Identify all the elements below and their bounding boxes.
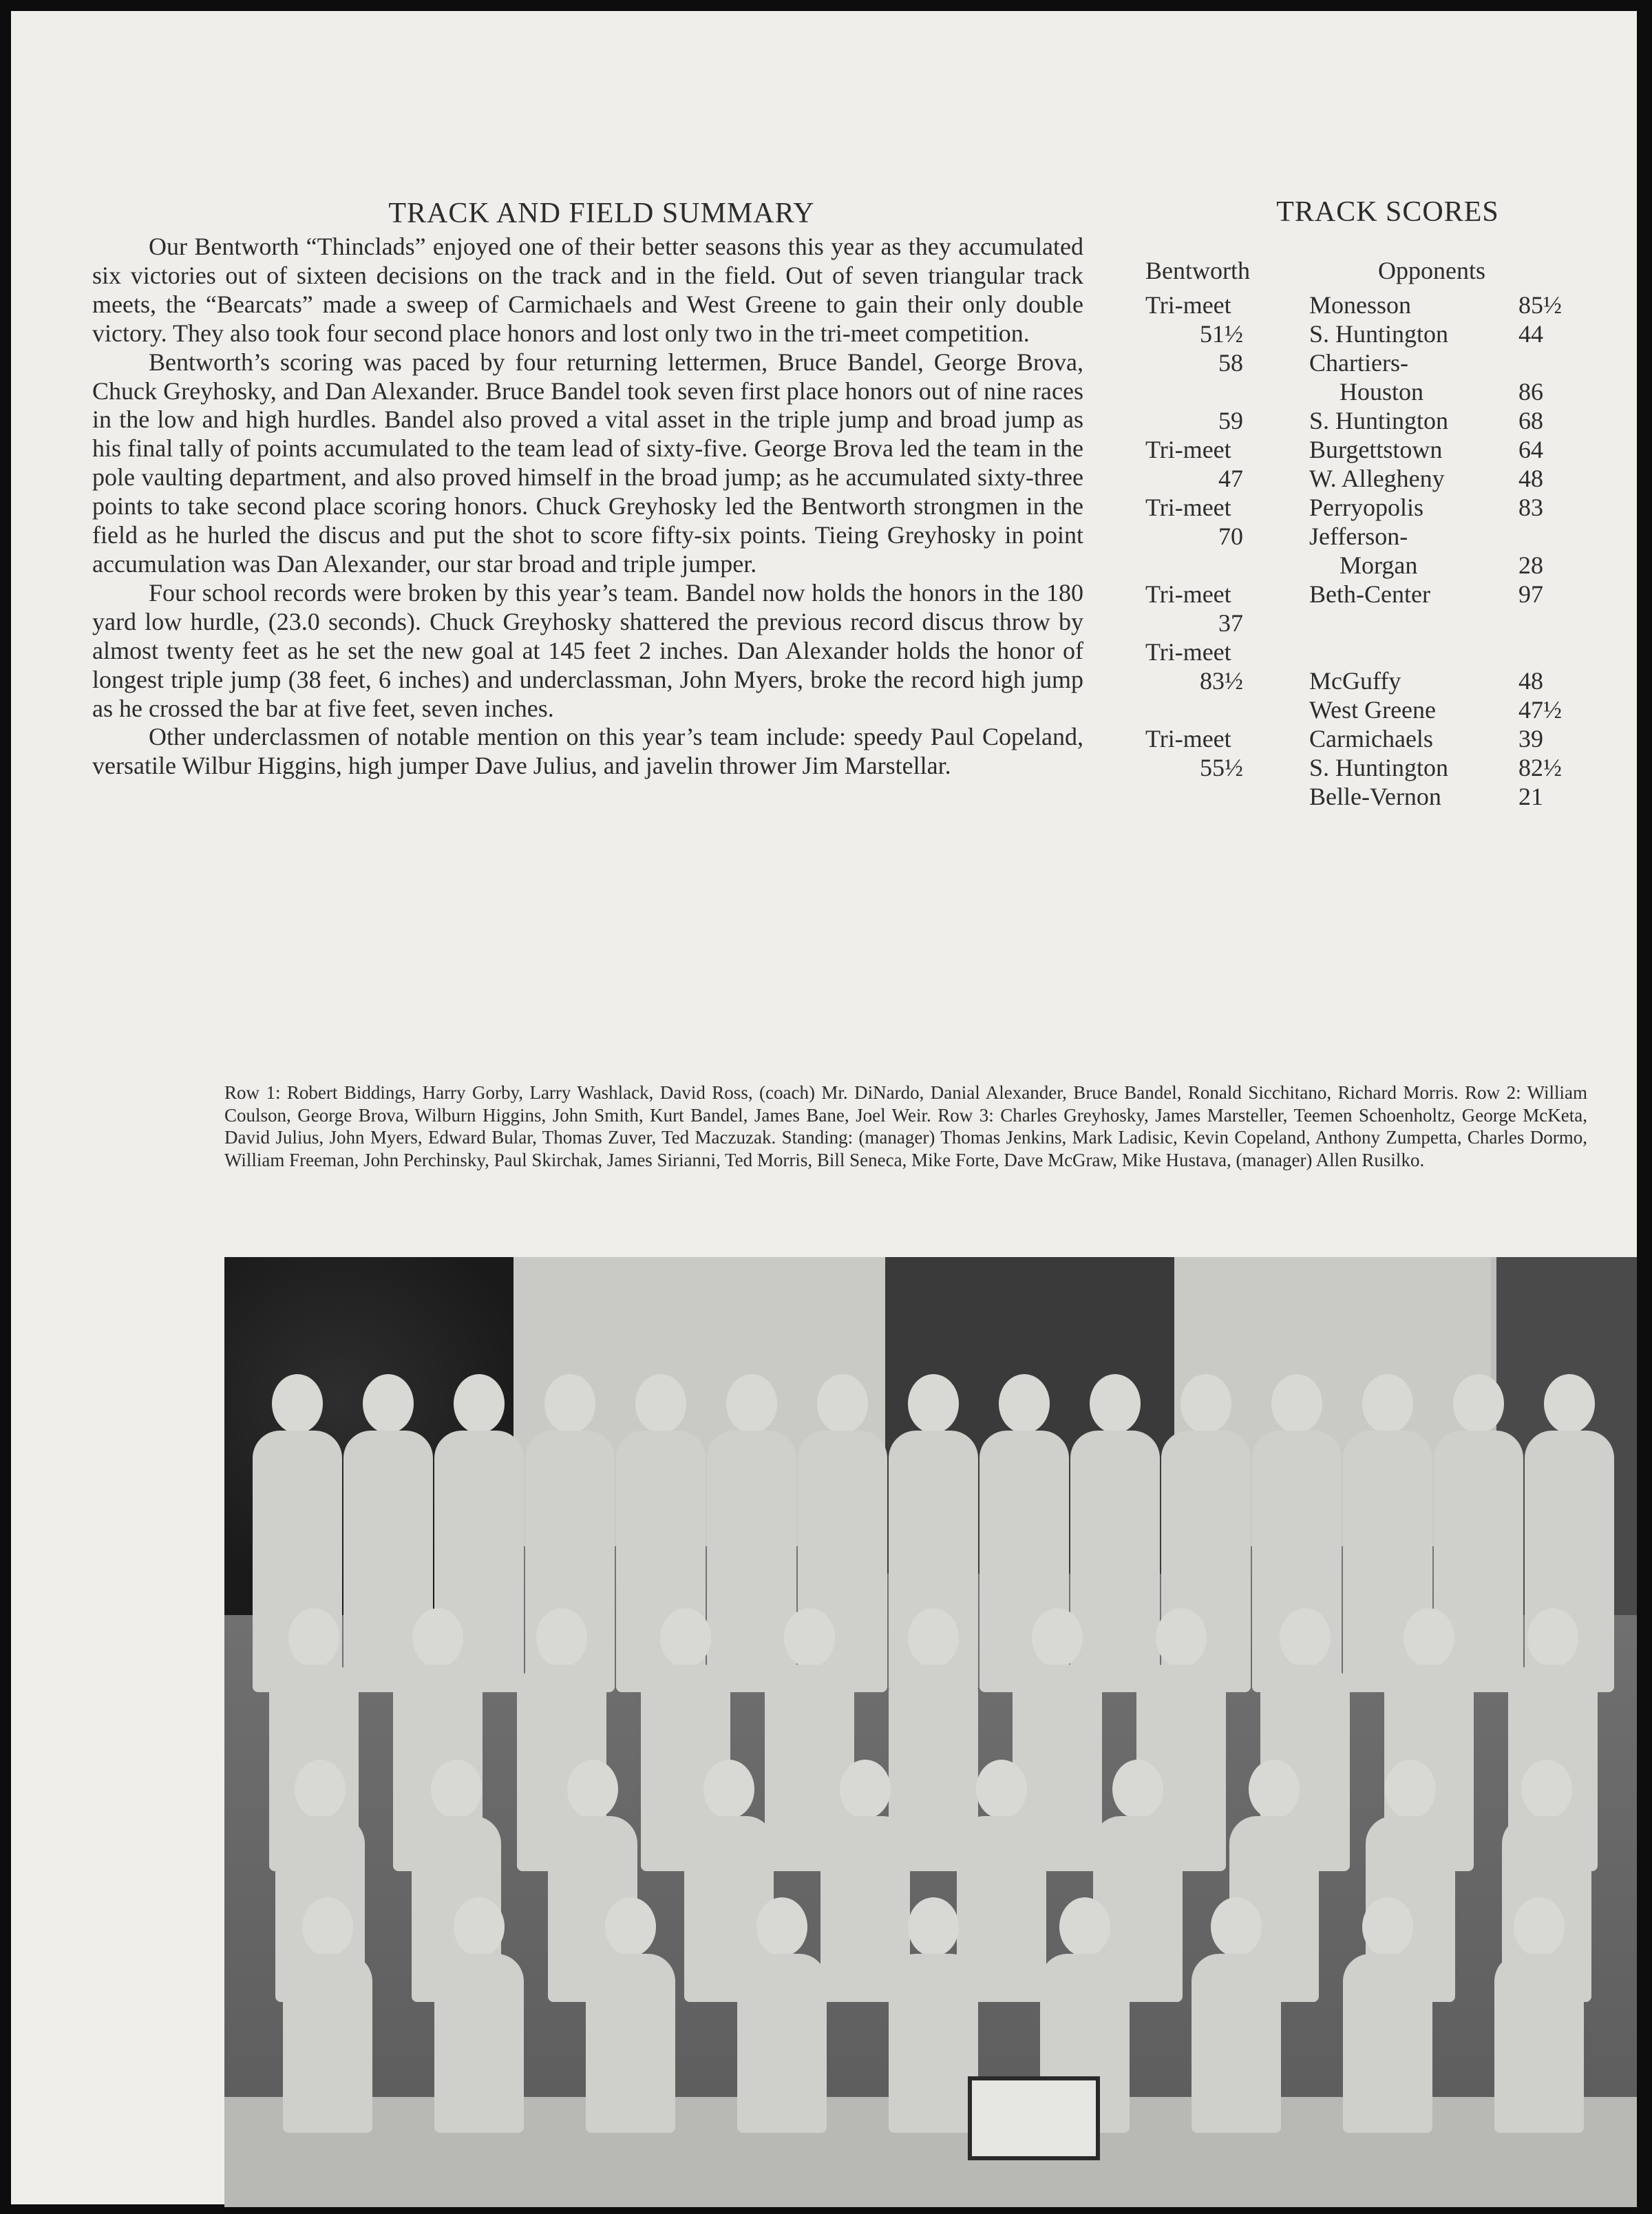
bentworth-score: Tri-meet bbox=[1145, 494, 1231, 521]
score-row bbox=[1133, 406, 1615, 435]
team-member bbox=[1494, 1897, 1584, 2133]
team-group bbox=[252, 1374, 1615, 2097]
opponent-name: Burgettstown bbox=[1309, 436, 1443, 463]
score-row bbox=[1133, 291, 1615, 319]
opponent-name: W. Allegheny bbox=[1309, 465, 1445, 492]
score-row bbox=[1133, 753, 1615, 782]
team-member bbox=[889, 1897, 978, 2133]
opponent-name: Morgan bbox=[1339, 551, 1418, 579]
opponent-score: 68 bbox=[1518, 407, 1543, 434]
team-photo bbox=[224, 1257, 1637, 2207]
bentworth-column-header: Bentworth bbox=[1145, 257, 1250, 284]
team-row bbox=[252, 1897, 1615, 2133]
summary-paragraph: Bentworth’s scoring was paced by four returning lettermen, Bruce Bandel, George Brova, Chuck Greyhosky, and Dan Alexander. Bruce Bandel took seven first place honors out of nine races in the low and high hurdles. Bandel also proved a vital asset in the triple jump and broad jump as his final tally of points accumulated to the team lead of sixty-five. George Brova led the team in the pole vaulting department, and also proved himself in the broad jump; as he accumulated sixty-three points to take second place scoring honors. Chuck Greyhosky led the Bentworth strongmen in the field as he hurled the discus and put the shot to score fifty-six points. Tieing Greyhosky in point accumulation was Dan Alexander, our star broad and triple jumper. bbox=[92, 348, 1083, 578]
bentworth-score: Tri-meet bbox=[1145, 580, 1231, 608]
score-row bbox=[1133, 695, 1615, 724]
summary-paragraph: Other underclassmen of notable mention on this year’s team include: speedy Paul Copeland, versatile Wilbur Higgins, high jumper Dave Julius, and javelin thrower Jim Marstellar. bbox=[92, 723, 1083, 780]
opponent-score: 21 bbox=[1518, 783, 1543, 810]
team-member bbox=[434, 1897, 524, 2133]
score-row bbox=[1133, 580, 1615, 609]
opponent-name: Beth-Center bbox=[1309, 580, 1430, 608]
score-row bbox=[1133, 724, 1615, 753]
summary-title: TRACK AND FIELD SUMMARY bbox=[388, 198, 815, 229]
opponent-name: West Greene bbox=[1309, 696, 1437, 724]
opponent-name: Monesson bbox=[1309, 291, 1412, 319]
score-row bbox=[1133, 377, 1615, 406]
bentworth-score: 51½ bbox=[1200, 320, 1243, 348]
summary-paragraph: Four school records were broken by this year’s team. Bandel now holds the honors in the 180 yard low hurdle, (23.0 seconds). Chuck Greyhosky shattered the previous record discus throw by almost twenty feet as he set the new goal at 145 feet 2 inches. Dan Alexander holds the honor of longest triple jump (38 feet, 6 inches) and underclassman, John Myers, broke the record high jump as he crossed the bar at five feet, seven inches. bbox=[92, 578, 1083, 722]
score-row bbox=[1133, 319, 1615, 348]
opponent-name: Houston bbox=[1339, 378, 1424, 405]
bentworth-score: 83½ bbox=[1200, 667, 1243, 695]
bentworth-score: Tri-meet bbox=[1145, 725, 1231, 752]
score-row bbox=[1133, 666, 1615, 695]
opponent-score: 44 bbox=[1518, 320, 1543, 348]
opponent-name: Carmichaels bbox=[1309, 725, 1433, 752]
opponent-score: 39 bbox=[1518, 725, 1543, 752]
bentworth-score: 58 bbox=[1218, 349, 1243, 377]
track-scores bbox=[1133, 196, 1615, 811]
team-member bbox=[586, 1897, 675, 2133]
summary-paragraph: Our Bentworth “Thinclads” enjoyed one of their better seasons this year as they accumulated six victories out of sixteen decisions on the track and in the field. Out of seven triangular track meets, the “Bearcats” made a sweep of Carmichaels and West Greene to gain their only double victory. They also took four second place honors and lost only two in the tri-meet competition. bbox=[92, 233, 1083, 347]
team-member bbox=[283, 1897, 372, 2133]
bentworth-score: 37 bbox=[1218, 609, 1243, 637]
photo-caption: Row 1: Robert Biddings, Harry Gorby, Larry Washlack, David Ross, (coach) Mr. DiNardo, Danial Alexander, Bruce Bandel, Ronald Sicchitano, Richard Morris. Row 2: William Coulson, George Brova, Wilburn Higgins, John Smith, Kurt Bandel, James Bane, Joel Weir. Row 3: Charles Greyhosky, James Marsteller, Teemen Schoenholtz, George McKeta, David Julius, John Myers, Edward Bular, Thomas Zuver, Ted Maczuzak. Standing: (manager) Thomas Jenkins, Mark Ladisic, Kevin Copeland, Anthony Zumpetta, Charles Dormo, William Freeman, John Perchinsky, Paul Skirchak, James Sirianni, Ted Morris, Bill Seneca, Mike Forte, Dave McGraw, Mike Hustava, (manager) Allen Rusilko. bbox=[224, 1082, 1587, 1170]
track-summary bbox=[92, 197, 1083, 781]
bentworth-score: 47 bbox=[1218, 465, 1243, 492]
opponent-name: Jefferson- bbox=[1309, 523, 1408, 550]
opponent-score: 47½ bbox=[1518, 696, 1562, 724]
opponent-score: 97 bbox=[1518, 580, 1543, 608]
bentworth-score: Tri-meet bbox=[1145, 638, 1231, 666]
opponent-score: 82½ bbox=[1518, 754, 1562, 781]
bentworth-score: Tri-meet bbox=[1145, 436, 1231, 463]
team-member bbox=[737, 1897, 827, 2133]
opponent-score: 48 bbox=[1518, 465, 1543, 492]
yearbook-page bbox=[11, 11, 1637, 2204]
bentworth-score: 70 bbox=[1218, 523, 1243, 550]
score-row bbox=[1133, 551, 1615, 580]
opponent-score: 83 bbox=[1518, 494, 1543, 521]
score-row bbox=[1133, 464, 1615, 493]
opponent-score: 85½ bbox=[1518, 291, 1562, 319]
bentworth-score: 55½ bbox=[1200, 754, 1243, 781]
scores-header bbox=[1133, 229, 1615, 291]
opponent-name: McGuffy bbox=[1309, 667, 1401, 695]
score-row bbox=[1133, 782, 1615, 811]
score-row bbox=[1133, 348, 1615, 377]
opponent-name: S. Huntington bbox=[1309, 754, 1449, 781]
score-row bbox=[1133, 522, 1615, 551]
score-row bbox=[1133, 435, 1615, 464]
opponent-score: 28 bbox=[1518, 551, 1543, 579]
team-member bbox=[1192, 1897, 1281, 2133]
score-rows bbox=[1133, 291, 1615, 811]
opponent-score: 86 bbox=[1518, 378, 1543, 405]
opponent-name: Perryopolis bbox=[1309, 494, 1423, 521]
score-row bbox=[1133, 637, 1615, 666]
opponents-column-header: Opponents bbox=[1378, 257, 1485, 284]
opponent-name: Chartiers- bbox=[1309, 349, 1408, 377]
scores-title: TRACK SCORES bbox=[1276, 196, 1499, 228]
bentworth-score: 59 bbox=[1218, 407, 1243, 434]
bentworth-score: Tri-meet bbox=[1145, 291, 1231, 319]
opponent-name: S. Huntington bbox=[1309, 320, 1449, 348]
opponent-score: 48 bbox=[1518, 667, 1543, 695]
opponent-name: S. Huntington bbox=[1309, 407, 1449, 434]
score-row bbox=[1133, 493, 1615, 522]
opponent-score: 64 bbox=[1518, 436, 1543, 463]
opponent-name: Belle-Vernon bbox=[1309, 783, 1441, 810]
team-member bbox=[1343, 1897, 1432, 2133]
score-row bbox=[1133, 609, 1615, 637]
team-sign bbox=[968, 2076, 1100, 2160]
